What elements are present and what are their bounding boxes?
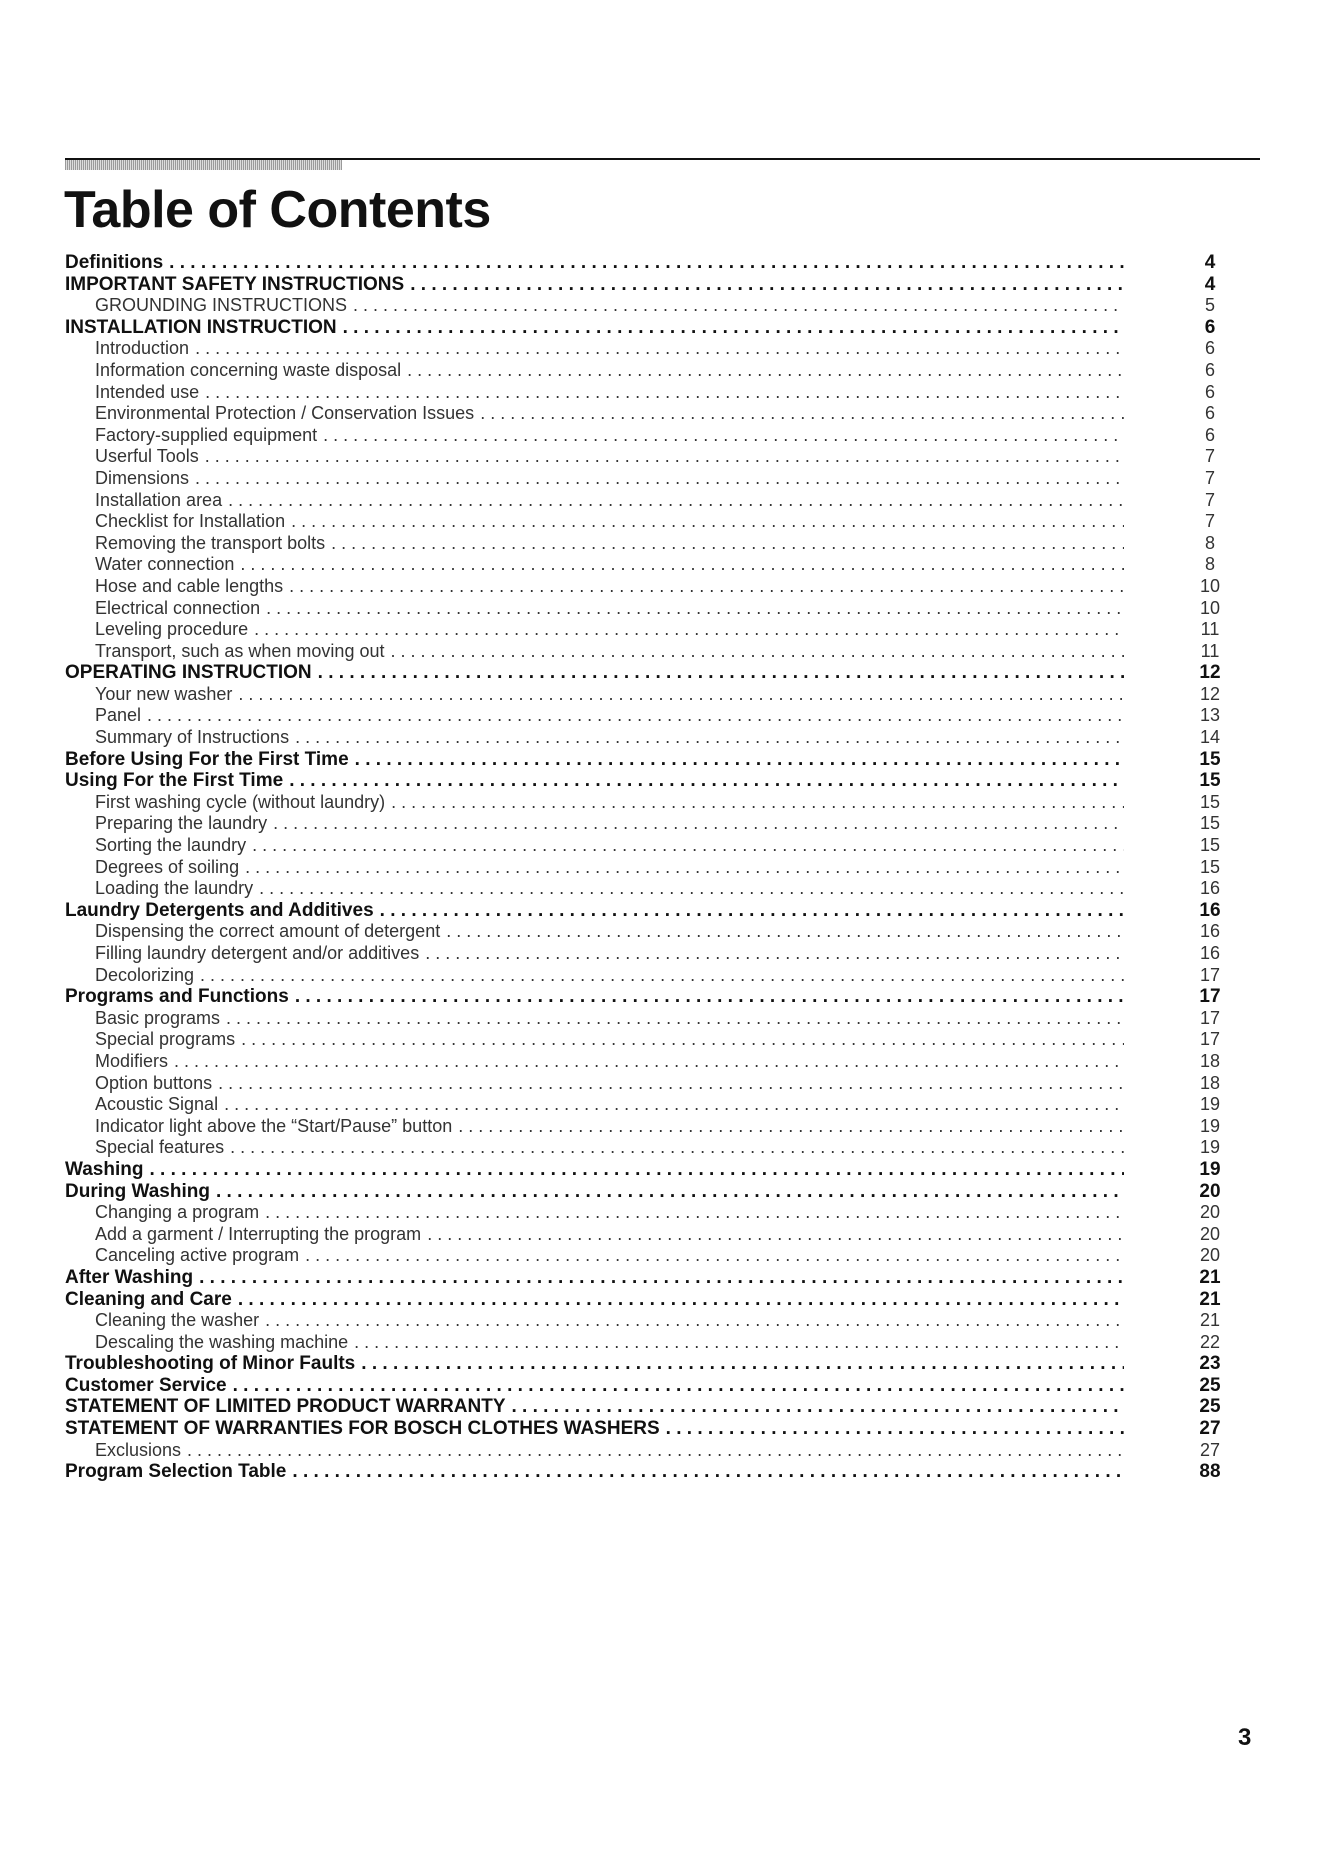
toc-entry-title: Information concerning waste disposal — [95, 359, 402, 380]
toc-entry-page: 15 — [1199, 791, 1221, 812]
dot-leader — [265, 1310, 1124, 1332]
dot-leader — [218, 1073, 1124, 1095]
dot-leader — [205, 446, 1124, 468]
toc-entry-page: 18 — [1199, 1072, 1221, 1093]
dot-leader — [265, 1202, 1124, 1224]
dot-leader — [266, 598, 1124, 620]
toc-subentry[interactable] — [65, 727, 1230, 749]
toc-entry-page: 16 — [1199, 943, 1221, 963]
toc-entry-title: Panel — [95, 705, 142, 726]
dot-leader — [226, 1008, 1124, 1030]
toc-entry-title: Loading the laundry — [95, 878, 254, 899]
toc-entry-title: Basic programs — [95, 1007, 221, 1028]
dot-leader — [391, 792, 1124, 814]
dot-leader — [205, 382, 1124, 404]
toc-subentry[interactable] — [65, 1245, 1230, 1267]
dot-leader — [169, 252, 1124, 274]
toc-entry-page: 4 — [1204, 252, 1216, 273]
toc-entry-title: Filling laundry detergent and/or additives — [95, 943, 420, 963]
toc-entry-title: Troubleshooting of Minor Faults — [65, 1353, 356, 1375]
toc-entry-title: Acoustic Signal — [95, 1094, 219, 1115]
toc-entry[interactable] — [65, 1461, 1230, 1483]
toc-entry-title: Degrees of soiling — [95, 856, 240, 877]
toc-entry[interactable] — [65, 1396, 1230, 1418]
dot-leader — [241, 1029, 1124, 1051]
toc-entry-title: Electrical connection — [95, 597, 261, 618]
toc-entry-title: After Washing — [65, 1266, 194, 1288]
dot-leader — [446, 921, 1124, 943]
dot-leader — [410, 274, 1124, 296]
toc-subentry[interactable] — [65, 1029, 1230, 1051]
toc-entry[interactable] — [65, 1267, 1230, 1289]
toc-entry-page: 4 — [1204, 273, 1216, 295]
dot-leader — [305, 1245, 1124, 1267]
toc-entry[interactable] — [65, 1159, 1230, 1181]
toc-subentry[interactable] — [65, 360, 1230, 382]
dot-leader — [323, 425, 1124, 447]
toc-subentry[interactable] — [65, 792, 1230, 814]
toc-entry-title: Option buttons — [95, 1072, 213, 1093]
toc-entry-title: IMPORTANT SAFETY INSTRUCTIONS — [65, 273, 405, 295]
dot-leader — [458, 1116, 1124, 1138]
toc-entry-page: 15 — [1199, 813, 1221, 834]
toc-subentry[interactable] — [65, 641, 1230, 663]
toc-entry-title: Indicator light above the “Start/Pause” button — [95, 1115, 453, 1136]
dot-leader — [666, 1418, 1124, 1440]
toc-entry-page: 7 — [1204, 467, 1215, 488]
toc-entry-title: Programs and Functions — [65, 986, 289, 1008]
toc-entry[interactable] — [65, 274, 1230, 296]
toc-entry-title: Cleaning the washer — [95, 1310, 260, 1331]
toc-entry-page: 27 — [1199, 1418, 1221, 1440]
dot-leader — [240, 554, 1124, 576]
toc-subentry[interactable] — [65, 1332, 1230, 1354]
toc-subentry[interactable] — [65, 1008, 1230, 1030]
toc-entry-page: 7 — [1204, 511, 1215, 532]
toc-subentry[interactable] — [65, 705, 1230, 727]
toc-entry-page: 19 — [1199, 1137, 1221, 1158]
dot-leader — [230, 1137, 1124, 1159]
dot-leader — [228, 490, 1124, 512]
dot-leader — [427, 1224, 1124, 1246]
toc-entry-page: 18 — [1199, 1050, 1221, 1071]
toc-entry-title: Descaling the washing machine — [95, 1331, 349, 1352]
toc-entry-page: 21 — [1199, 1310, 1221, 1331]
toc-entry[interactable] — [65, 1181, 1230, 1203]
toc-subentry[interactable] — [65, 965, 1230, 987]
toc-subentry[interactable] — [65, 1224, 1230, 1246]
toc-entry-title: Factory-supplied equipment — [95, 424, 318, 445]
toc-entry-page: 17 — [1199, 1029, 1221, 1050]
toc-subentry[interactable] — [65, 1137, 1230, 1159]
dot-leader — [343, 317, 1124, 339]
dot-leader — [292, 1461, 1124, 1483]
toc-entry-title: STATEMENT OF WARRANTIES FOR BOSCH CLOTHES WASHERS — [65, 1418, 660, 1440]
toc-entry-page: 15 — [1199, 748, 1221, 770]
toc-entry-title: Add a garment / Interrupting the program — [95, 1223, 422, 1244]
toc-subentry[interactable] — [65, 1094, 1230, 1116]
toc-entry-page: 17 — [1199, 964, 1221, 985]
toc-entry-title: Environmental Protection / Conservation Issues — [95, 403, 475, 424]
table-of-contents — [65, 252, 1230, 1483]
toc-entry-title: Hose and cable lengths — [95, 575, 284, 596]
toc-entry-page: 14 — [1199, 727, 1221, 748]
toc-entry-page: 11 — [1200, 640, 1220, 661]
header-accent-bar — [65, 160, 342, 170]
toc-entry-title: During Washing — [65, 1180, 210, 1202]
toc-entry-page: 19 — [1199, 1094, 1221, 1115]
toc-entry[interactable] — [65, 1353, 1230, 1375]
toc-entry-title: Special features — [95, 1137, 225, 1158]
toc-entry-page: 8 — [1204, 554, 1215, 575]
dot-leader — [425, 943, 1124, 965]
dot-leader — [216, 1181, 1124, 1203]
toc-entry-page: 20 — [1199, 1245, 1221, 1266]
dot-leader — [200, 965, 1124, 987]
toc-entry-title: Washing — [65, 1158, 144, 1180]
toc-entry-page: 23 — [1199, 1353, 1221, 1375]
toc-entry-title: Introduction — [95, 338, 190, 359]
toc-entry-title: Userful Tools — [95, 446, 199, 467]
toc-entry-title: Transport, such as when moving out — [95, 640, 385, 661]
toc-entry-page: 20 — [1199, 1202, 1221, 1223]
toc-entry-page: 6 — [1204, 381, 1215, 402]
toc-entry-title: Program Selection Table — [65, 1461, 287, 1483]
dot-leader — [295, 727, 1124, 749]
toc-entry-title: Decolorizing — [95, 964, 195, 985]
toc-entry-page: 17 — [1199, 986, 1221, 1008]
toc-entry-title: Canceling active program — [95, 1245, 300, 1266]
page-title: Table of Contents — [64, 181, 491, 239]
toc-entry-title: Cleaning and Care — [65, 1288, 232, 1310]
toc-subentry[interactable] — [65, 1202, 1230, 1224]
dot-leader — [254, 619, 1124, 641]
dot-leader — [512, 1396, 1125, 1418]
toc-subentry[interactable] — [65, 943, 1230, 965]
toc-entry[interactable] — [65, 1418, 1230, 1440]
toc-entry-page: 16 — [1199, 899, 1221, 921]
toc-subentry[interactable] — [65, 576, 1230, 598]
toc-subentry[interactable] — [65, 403, 1230, 425]
dot-leader — [354, 1332, 1124, 1354]
toc-entry-title: Before Using For the First Time — [65, 748, 349, 770]
toc-entry-page: 6 — [1204, 403, 1215, 424]
toc-entry-title: Dispensing the correct amount of detergent — [95, 921, 441, 942]
toc-entry-page: 5 — [1204, 295, 1215, 316]
toc-entry-title: Your new washer — [95, 683, 233, 704]
toc-subentry[interactable] — [65, 382, 1230, 404]
dot-leader — [259, 878, 1124, 900]
toc-entry-title: Removing the transport bolts — [95, 532, 326, 553]
toc-entry-title: Changing a program — [95, 1202, 260, 1223]
toc-subentry[interactable] — [65, 878, 1230, 900]
toc-entry-title: STATEMENT OF LIMITED PRODUCT WARRANTY — [65, 1396, 506, 1418]
toc-entry-page: 15 — [1199, 856, 1221, 877]
toc-subentry[interactable] — [65, 1310, 1230, 1332]
toc-entry-title: Installation area — [95, 489, 223, 510]
toc-subentry[interactable] — [65, 835, 1230, 857]
toc-entry-title: Definitions — [65, 252, 164, 273]
toc-entry-title: Checklist for Installation — [95, 511, 286, 532]
dot-leader — [224, 1094, 1124, 1116]
toc-entry-page: 16 — [1199, 921, 1221, 942]
dot-leader — [147, 705, 1124, 727]
toc-entry-page: 25 — [1199, 1374, 1221, 1396]
toc-subentry[interactable] — [65, 921, 1230, 943]
toc-entry-page: 15 — [1199, 835, 1221, 856]
dot-leader — [480, 403, 1124, 425]
toc-subentry[interactable] — [65, 598, 1230, 620]
toc-subentry[interactable] — [65, 1073, 1230, 1095]
dot-leader — [289, 576, 1124, 598]
toc-entry-page: 19 — [1199, 1158, 1221, 1180]
toc-subentry[interactable] — [65, 813, 1230, 835]
toc-entry[interactable] — [65, 317, 1230, 339]
dot-leader — [252, 835, 1124, 857]
dot-leader — [199, 1267, 1124, 1289]
toc-entry[interactable] — [65, 1289, 1230, 1311]
toc-entry-page: 21 — [1199, 1288, 1221, 1310]
toc-entry-title: Laundry Detergents and Additives — [65, 899, 374, 921]
toc-entry[interactable] — [65, 900, 1230, 922]
toc-entry-title: Leveling procedure — [95, 619, 249, 640]
toc-entry-title: Special programs — [95, 1029, 236, 1050]
toc-entry-page: 7 — [1204, 446, 1215, 467]
toc-entry-title: Exclusions — [95, 1439, 182, 1460]
dot-leader — [149, 1159, 1124, 1181]
toc-entry-page: 7 — [1204, 489, 1215, 510]
toc-entry-page: 12 — [1199, 683, 1221, 704]
dot-leader — [233, 1375, 1124, 1397]
toc-subentry[interactable] — [65, 490, 1230, 512]
toc-entry-title: Customer Service — [65, 1374, 227, 1396]
toc-subentry[interactable] — [65, 338, 1230, 360]
toc-subentry[interactable] — [65, 511, 1230, 533]
toc-subentry[interactable] — [65, 468, 1230, 490]
toc-entry-page: 20 — [1199, 1180, 1221, 1202]
toc-entry-page: 22 — [1199, 1331, 1221, 1352]
toc-entry-page: 12 — [1199, 662, 1221, 684]
toc-entry[interactable] — [65, 986, 1230, 1008]
toc-entry-title: Dimensions — [95, 467, 190, 488]
dot-leader — [238, 684, 1124, 706]
dot-leader — [295, 986, 1124, 1008]
toc-subentry[interactable] — [65, 1116, 1230, 1138]
dot-leader — [355, 749, 1124, 771]
toc-entry[interactable] — [65, 662, 1230, 684]
toc-subentry[interactable] — [65, 425, 1230, 447]
toc-subentry[interactable] — [65, 1051, 1230, 1073]
toc-entry-page: 6 — [1204, 316, 1216, 338]
toc-subentry[interactable] — [65, 554, 1230, 576]
toc-subentry[interactable] — [65, 857, 1230, 879]
toc-subentry[interactable] — [65, 295, 1230, 317]
toc-entry-page: 6 — [1204, 359, 1215, 380]
toc-entry-page: 8 — [1204, 532, 1215, 553]
dot-leader — [195, 468, 1124, 490]
toc-entry[interactable] — [65, 1375, 1230, 1397]
toc-entry-page: 19 — [1199, 1115, 1221, 1136]
toc-entry-title: Modifiers — [95, 1050, 169, 1071]
toc-entry-page: 20 — [1199, 1223, 1221, 1244]
dot-leader — [174, 1051, 1124, 1073]
toc-entry-title: Water connection — [95, 554, 235, 575]
toc-entry-title: Intended use — [95, 381, 200, 402]
toc-subentry[interactable] — [65, 533, 1230, 555]
toc-entry-page: 88 — [1199, 1461, 1221, 1483]
dot-leader — [390, 641, 1124, 663]
toc-entry-page: 13 — [1199, 705, 1221, 726]
toc-entry-title: Preparing the laundry — [95, 813, 268, 834]
dot-leader — [195, 338, 1124, 360]
toc-entry-page: 6 — [1204, 338, 1215, 359]
dot-leader — [361, 1353, 1124, 1375]
toc-entry-title: GROUNDING INSTRUCTIONS — [95, 295, 347, 316]
toc-subentry[interactable] — [65, 619, 1230, 641]
toc-entry-title: Sorting the laundry — [95, 835, 247, 856]
toc-entry-page: 25 — [1199, 1396, 1221, 1418]
toc-entry-page: 16 — [1199, 878, 1221, 899]
toc-entry-title: First washing cycle (without laundry) — [95, 791, 386, 812]
dot-leader — [238, 1289, 1124, 1311]
dot-leader — [273, 813, 1124, 835]
toc-entry-page: 17 — [1199, 1007, 1221, 1028]
toc-entry[interactable] — [65, 252, 1230, 274]
dot-leader — [353, 295, 1124, 317]
toc-entry-page: 10 — [1199, 575, 1221, 596]
dot-leader — [245, 857, 1124, 879]
toc-entry[interactable] — [65, 770, 1230, 792]
toc-entry-page: 21 — [1199, 1266, 1221, 1288]
toc-subentry[interactable] — [65, 684, 1230, 706]
page-number: 3 — [1238, 1724, 1252, 1751]
toc-entry-page: 11 — [1200, 619, 1220, 640]
dot-leader — [289, 770, 1124, 792]
toc-entry-title: OPERATING INSTRUCTION — [65, 662, 312, 684]
toc-entry-page: 27 — [1199, 1439, 1221, 1460]
toc-entry[interactable] — [65, 749, 1230, 771]
toc-entry-title: INSTALLATION INSTRUCTION — [65, 316, 337, 338]
toc-subentry[interactable] — [65, 1440, 1230, 1462]
toc-entry-page: 10 — [1199, 597, 1221, 618]
dot-leader — [331, 533, 1124, 555]
toc-entry-title: Summary of Instructions — [95, 727, 290, 748]
dot-leader — [318, 662, 1124, 684]
dot-leader — [187, 1440, 1124, 1462]
dot-leader — [380, 900, 1124, 922]
toc-subentry[interactable] — [65, 446, 1230, 468]
dot-leader — [291, 511, 1124, 533]
dot-leader — [407, 360, 1124, 382]
toc-entry-page: 6 — [1204, 424, 1215, 445]
toc-entry-page: 15 — [1199, 770, 1221, 792]
toc-entry-title: Using For the First Time — [65, 770, 284, 792]
